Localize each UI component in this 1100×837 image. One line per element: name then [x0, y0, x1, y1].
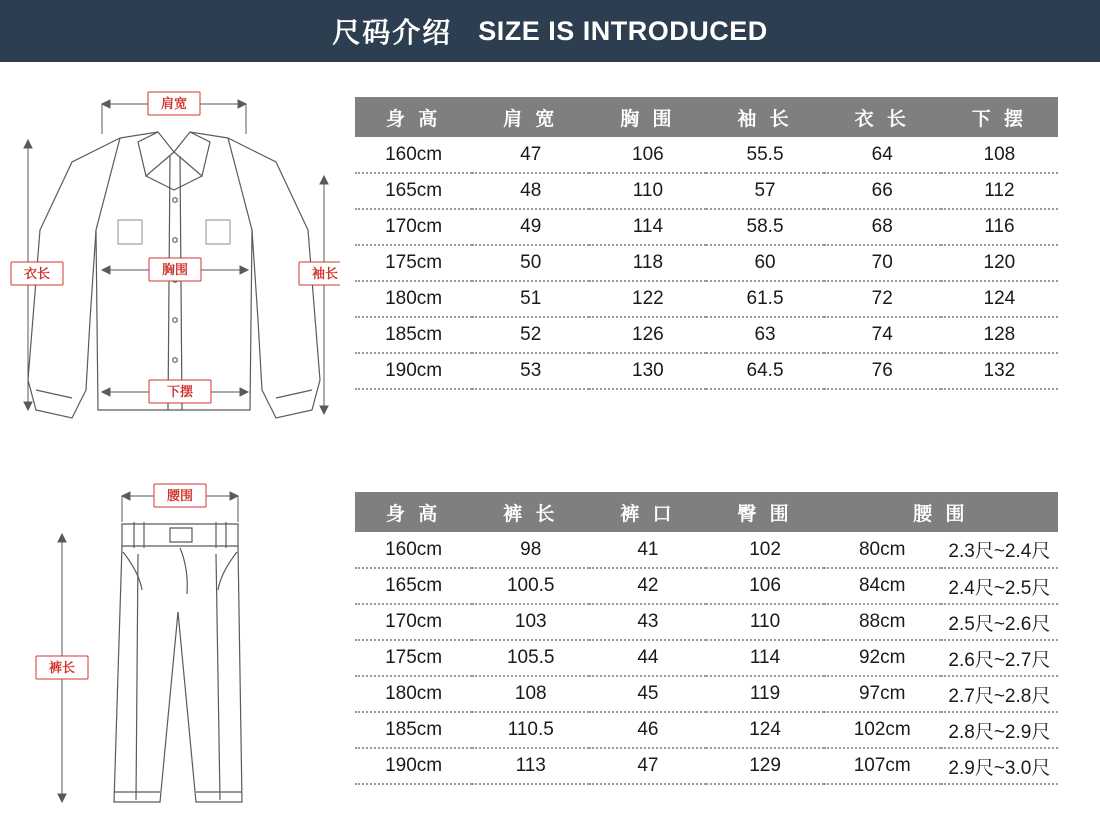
cell: 47	[472, 137, 589, 173]
col-header: 臀 围	[706, 492, 823, 532]
svg-text:腰围: 腰围	[166, 488, 194, 503]
cell: 102	[706, 532, 823, 568]
cell: 47	[589, 748, 706, 784]
cell: 98	[472, 532, 589, 568]
cell: 122	[589, 281, 706, 317]
svg-text:下摆: 下摆	[166, 384, 194, 399]
cell: 49	[472, 209, 589, 245]
cell: 129	[706, 748, 823, 784]
cell: 97cm	[824, 676, 941, 712]
jacket-table-col	[345, 62, 1100, 452]
col-header: 胸 围	[589, 97, 706, 137]
table-row	[355, 209, 1058, 245]
table-row	[355, 173, 1058, 209]
svg-text:袖长: 袖长	[311, 266, 339, 281]
cell: 119	[706, 676, 823, 712]
cell: 92cm	[824, 640, 941, 676]
table-row	[355, 676, 1058, 712]
cell: 50	[472, 245, 589, 281]
cell: 60	[706, 245, 823, 281]
col-header: 裤 口	[589, 492, 706, 532]
table-row	[355, 532, 1058, 568]
cell: 53	[472, 353, 589, 389]
cell: 2.7尺~2.8尺	[941, 676, 1058, 712]
cell: 116	[941, 209, 1058, 245]
cell: 64	[824, 137, 941, 173]
svg-text:肩宽: 肩宽	[160, 96, 188, 111]
pants-label-waist	[154, 484, 206, 507]
svg-text:衣长: 衣长	[23, 266, 51, 281]
col-header: 衣 长	[824, 97, 941, 137]
col-header: 袖 长	[706, 97, 823, 137]
cell: 52	[472, 317, 589, 353]
cell: 100.5	[472, 568, 589, 604]
jacket-label-hem	[149, 380, 211, 403]
cell: 76	[824, 353, 941, 389]
cell: 66	[824, 173, 941, 209]
cell: 128	[941, 317, 1058, 353]
svg-text:裤长: 裤长	[48, 660, 76, 675]
cell: 45	[589, 676, 706, 712]
cell: 185cm	[355, 317, 472, 353]
cell: 160cm	[355, 137, 472, 173]
cell: 180cm	[355, 281, 472, 317]
cell: 68	[824, 209, 941, 245]
cell: 2.5尺~2.6尺	[941, 604, 1058, 640]
table-row	[355, 568, 1058, 604]
cell: 160cm	[355, 532, 472, 568]
cell: 2.3尺~2.4尺	[941, 532, 1058, 568]
pants-size-table	[355, 492, 1058, 785]
svg-text:胸围: 胸围	[161, 262, 189, 277]
table-row	[355, 353, 1058, 389]
cell: 112	[941, 173, 1058, 209]
jacket-label-shoulder	[148, 92, 200, 115]
cell: 105.5	[472, 640, 589, 676]
cell: 42	[589, 568, 706, 604]
table-header-row	[355, 97, 1058, 137]
cell: 124	[706, 712, 823, 748]
cell: 110.5	[472, 712, 589, 748]
cell: 113	[472, 748, 589, 784]
cell: 180cm	[355, 676, 472, 712]
cell: 80cm	[824, 532, 941, 568]
cell: 130	[589, 353, 706, 389]
cell: 185cm	[355, 712, 472, 748]
cell: 110	[589, 173, 706, 209]
cell: 175cm	[355, 245, 472, 281]
cell: 190cm	[355, 353, 472, 389]
pants-section	[0, 452, 1100, 837]
jacket-label-length	[11, 262, 63, 285]
cell: 70	[824, 245, 941, 281]
col-header: 肩 宽	[472, 97, 589, 137]
cell: 55.5	[706, 137, 823, 173]
jacket-label-sleeve	[299, 262, 340, 285]
jacket-section	[0, 62, 1100, 452]
cell: 102cm	[824, 712, 941, 748]
cell: 118	[589, 245, 706, 281]
cell: 103	[472, 604, 589, 640]
cell: 46	[589, 712, 706, 748]
page-header	[0, 0, 1100, 62]
cell: 57	[706, 173, 823, 209]
cell: 64.5	[706, 353, 823, 389]
jacket-svg	[10, 80, 340, 420]
cell: 84cm	[824, 568, 941, 604]
cell: 114	[706, 640, 823, 676]
header-title-en: SIZE IS INTRODUCED	[478, 15, 768, 46]
jacket-diagram	[10, 80, 340, 425]
cell: 74	[824, 317, 941, 353]
jacket-label-chest	[149, 258, 201, 281]
table-header-row	[355, 492, 1058, 532]
cell: 120	[941, 245, 1058, 281]
table-row	[355, 245, 1058, 281]
cell: 63	[706, 317, 823, 353]
table-row	[355, 712, 1058, 748]
cell: 48	[472, 173, 589, 209]
cell: 170cm	[355, 604, 472, 640]
col-header: 身 高	[355, 97, 472, 137]
cell: 132	[941, 353, 1058, 389]
cell: 165cm	[355, 173, 472, 209]
table-row	[355, 640, 1058, 676]
pants-figure-col	[0, 452, 345, 837]
cell: 108	[472, 676, 589, 712]
cell: 2.6尺~2.7尺	[941, 640, 1058, 676]
cell: 51	[472, 281, 589, 317]
table-row	[355, 137, 1058, 173]
pants-label-length	[36, 656, 88, 679]
cell: 43	[589, 604, 706, 640]
cell: 175cm	[355, 640, 472, 676]
col-header: 下 摆	[941, 97, 1058, 137]
cell: 72	[824, 281, 941, 317]
cell: 108	[941, 137, 1058, 173]
col-header: 身 高	[355, 492, 472, 532]
pants-diagram	[10, 462, 340, 837]
cell: 41	[589, 532, 706, 568]
cell: 190cm	[355, 748, 472, 784]
cell: 170cm	[355, 209, 472, 245]
cell: 2.4尺~2.5尺	[941, 568, 1058, 604]
table-row	[355, 748, 1058, 784]
header-title-cn: 尺码介绍	[332, 17, 453, 48]
table-row	[355, 317, 1058, 353]
cell: 124	[941, 281, 1058, 317]
col-header: 裤 长	[472, 492, 589, 532]
cell: 106	[589, 137, 706, 173]
cell: 61.5	[706, 281, 823, 317]
cell: 58.5	[706, 209, 823, 245]
jacket-figure-col	[0, 62, 345, 452]
cell: 88cm	[824, 604, 941, 640]
cell: 165cm	[355, 568, 472, 604]
pants-svg	[10, 462, 340, 832]
table-row	[355, 604, 1058, 640]
table-row	[355, 281, 1058, 317]
cell: 2.8尺~2.9尺	[941, 712, 1058, 748]
cell: 114	[589, 209, 706, 245]
cell: 110	[706, 604, 823, 640]
cell: 126	[589, 317, 706, 353]
jacket-size-table	[355, 97, 1058, 390]
col-header: 腰 围	[824, 492, 1058, 532]
cell: 106	[706, 568, 823, 604]
cell: 107cm	[824, 748, 941, 784]
cell: 44	[589, 640, 706, 676]
pants-table-col	[345, 452, 1100, 837]
cell: 2.9尺~3.0尺	[941, 748, 1058, 784]
